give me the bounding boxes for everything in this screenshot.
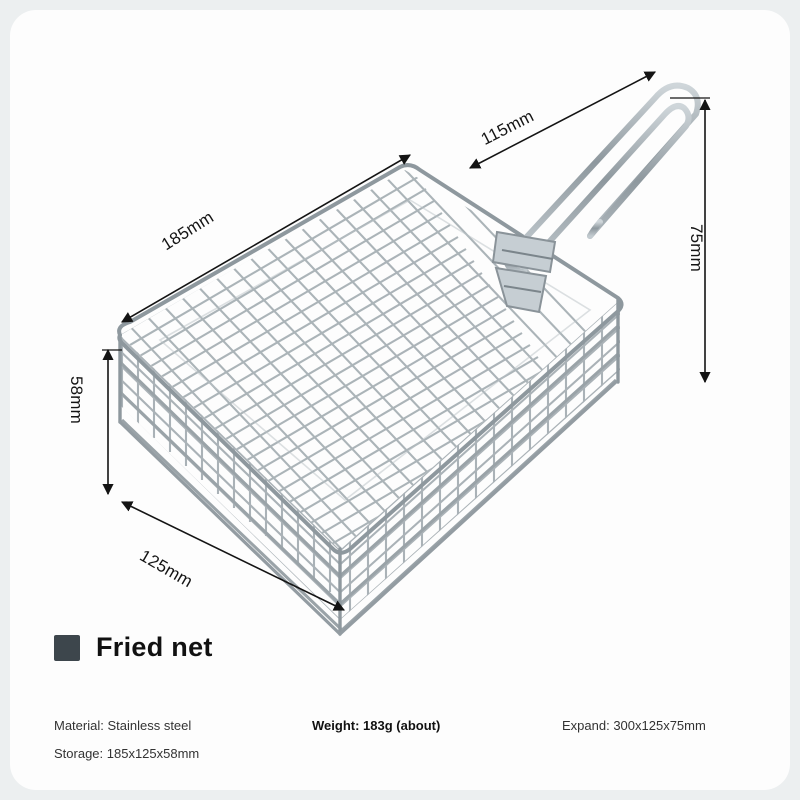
spec-list bbox=[54, 718, 754, 774]
spec-material: Material: Stainless steel bbox=[54, 718, 192, 733]
color-swatch bbox=[54, 635, 80, 661]
spec-row bbox=[54, 746, 754, 774]
product-title-row bbox=[54, 632, 213, 663]
dimension-label-length: 185mm bbox=[158, 207, 217, 255]
product-spec-card bbox=[10, 10, 790, 790]
spec-row bbox=[54, 718, 754, 746]
product-diagram bbox=[10, 10, 790, 790]
spec-weight: Weight: 183g (about) bbox=[312, 718, 441, 733]
spec-storage: Storage: 185x125x58mm bbox=[54, 746, 200, 761]
dimension-label-width: 125mm bbox=[136, 546, 196, 592]
dimension-label-height: 75mm bbox=[687, 224, 706, 273]
dimension-label-depth: 58mm bbox=[67, 376, 86, 425]
spec-expand: Expand: 300x125x75mm bbox=[562, 718, 706, 733]
dimension-label-handle: 115mm bbox=[478, 106, 537, 149]
product-title: Fried net bbox=[96, 632, 213, 662]
